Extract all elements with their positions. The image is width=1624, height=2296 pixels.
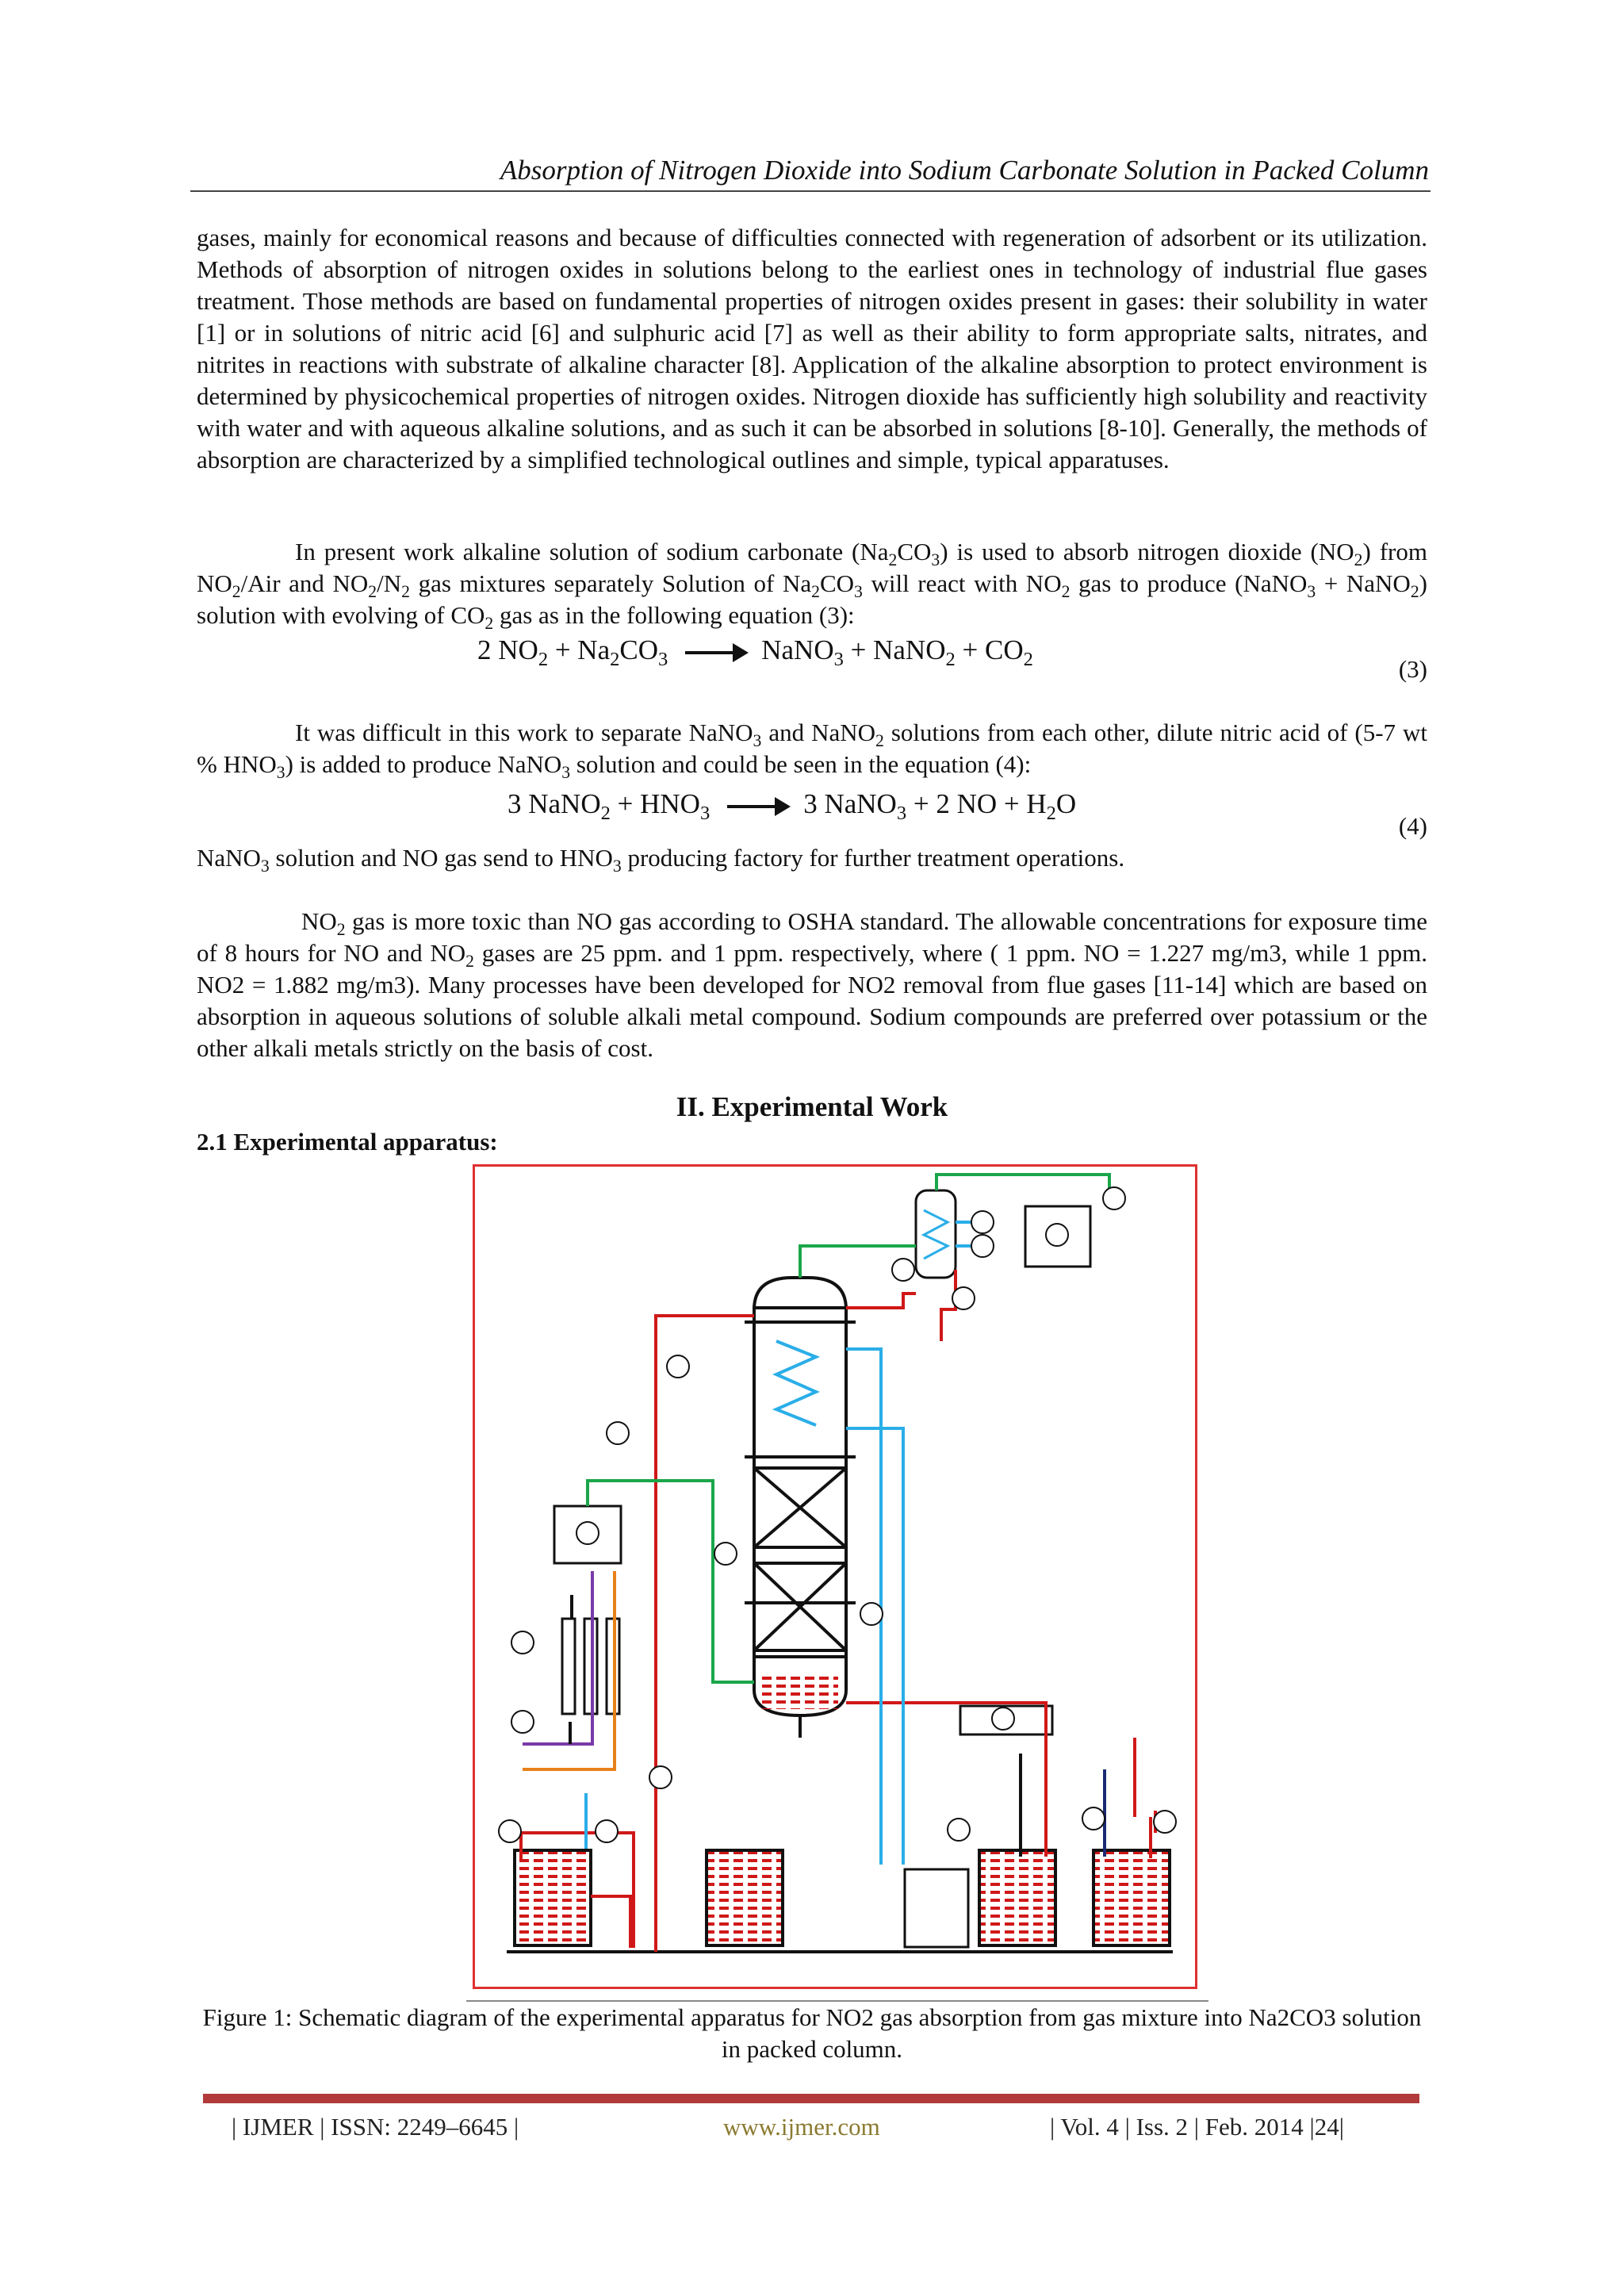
equation-4-number: (4)	[1398, 812, 1427, 840]
apparatus-schematic	[475, 1167, 1195, 1987]
equation-3	[197, 634, 1427, 690]
paragraph-3: It was difficult in this work to separate NaNO$_3$ and NaNO$_2$ solutions from each other, dilute nitric acid of (5-7 wt % $HNO_3$) is added to produce NaNO$_3$ solution and could be seen in the equation (4):	[197, 719, 1427, 783]
reaction-arrow-icon	[685, 651, 745, 654]
paragraph-4: NaNO$_3$ solution and NO gas send to $HNO_3$ producing factory for further treatment operations.	[197, 844, 1125, 876]
figure-caption: Figure 1: Schematic diagram of the experimental apparatus for NO2 gas absorption from gas mixture into Na2CO3 solution in packed column.	[202, 2003, 1422, 2063]
blue-lines	[586, 1222, 982, 1865]
equation-4-expression: 3 NaNO$_2$ + $HNO_3$ 3 NaNO$_3$ + 2 NO + $H_2O$	[508, 788, 1077, 824]
footer-journal-issn: | IJMER | ISSN: 2249–6645 |	[232, 2113, 519, 2141]
footer-bar	[203, 2094, 1419, 2103]
column-liquid	[762, 1674, 838, 1709]
paragraph-2: In present work alkaline solution of sodium carbonate $(Na_2CO_3)$ is used to absorb nitrogen dioxide $(NO_2)$ from $NO_2$/Air and $NO_2/N_2$ gas mixtures separately Solution of $Na_2CO_3$ will react with $NO_2$ gas to produce (NaNO$_3$ + NaNO$_2$) solution with evolving of $CO_2$ gas as in the following equation (3):	[197, 538, 1427, 634]
subsection-heading: 2.1 Experimental apparatus:	[197, 1128, 498, 1156]
black-lines	[570, 1595, 1021, 1857]
equation-4	[197, 788, 1427, 844]
reaction-arrow-icon	[727, 805, 787, 808]
footer-volume-issue-page: | Vol. 4 | Iss. 2 | Feb. 2014 |24|	[1050, 2113, 1344, 2141]
paragraph-1: gases, mainly for economical reasons and because of difficulties connected with regeneration of adsorbent or its utilization. Methods of absorption of nitrogen oxides in solutions belong to the earliest ones in technology of industrial flue gases treatment. Those methods are based on fundamental properties of nitrogen oxides present in gases: their solubility in water [1] or in solutions of nitric acid [6] and sulphuric acid [7] as well as their ability to form appropriate salts, nitrates, and nitrites in reactions with substrate of alkaline character [8]. Application of the alkaline absorption to protect environment is determined by physicochemical properties of nitrogen oxides. Nitrogen dioxide has sufficiently high solubility and reactivity with water and with aqueous alkaline solutions, and as such it can be absorbed in solutions [8-10]. Generally, the methods of absorption are characterized by a simplified technological outlines and simple, typical apparatuses.	[197, 224, 1427, 473]
paragraph-5: $NO_2$ gas is more toxic than NO gas according to OSHA standard. The allowable concentrations for exposure time of 8 hours for NO and $NO_2$ gases are 25 ppm. and 1 ppm. respectively, where ( 1 ppm. NO = 1.227 mg/m3, while 1 ppm. NO2 = 1.882 mg/m3). Many processes have been developed for NO2 removal from flue gases [11-14] which are based on absorption in aqueous solutions of soluble alkali metal compound. Sodium compounds are preferred over potassium or the other alkali metals strictly on the basis of cost.	[197, 907, 1427, 1062]
condenser	[916, 1190, 956, 1278]
running-header-title: Absorption of Nitrogen Dioxide into Sodium Carbonate Solution in Packed Column	[500, 155, 1429, 186]
tanks	[507, 1850, 1173, 1952]
section-heading: II. Experimental Work	[676, 1091, 948, 1122]
equation-3-number: (3)	[1398, 655, 1427, 683]
figure-experimental-apparatus	[473, 1164, 1197, 1989]
footer-website-link[interactable]: www.ijmer.com	[723, 2113, 880, 2141]
header-rule	[190, 190, 1431, 192]
equation-3-expression: 2 $NO_2 + Na_2CO_3$ NaNO$_3$ + NaNO$_2$ + $CO_2$	[477, 634, 1033, 670]
packed-column	[745, 1278, 856, 1715]
